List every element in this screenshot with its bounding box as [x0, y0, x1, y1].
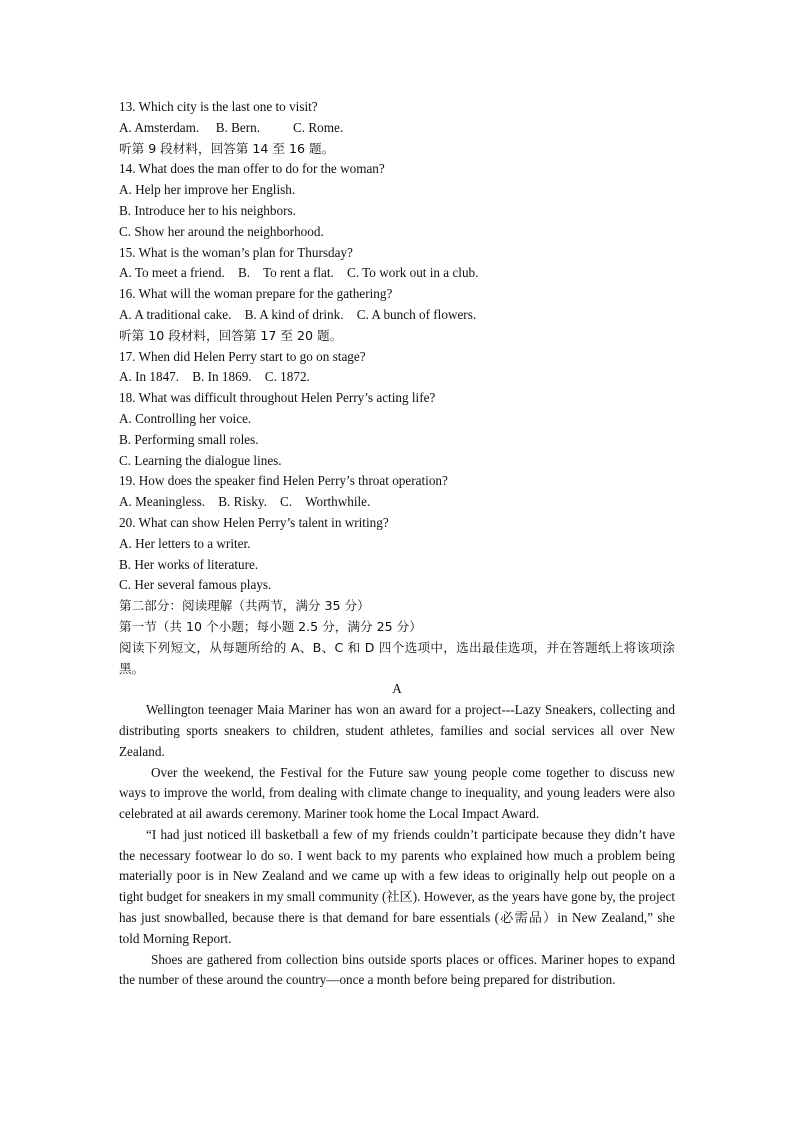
part-two-heading: 第二部分：阅读理解（共两节，满分 35 分） — [119, 598, 370, 614]
section-one-heading: 第一节（共 10 个小题；每小题 2.5 分，满分 25 分） — [119, 618, 422, 634]
option-18c: C. Learning the dialogue lines. — [119, 452, 282, 468]
option-18b: B. Performing small roles. — [119, 431, 259, 447]
passage-paragraph-2: Over the weekend, the Festival for the Future saw young people come together to discuss new ways to improve the world, from dealing with climate change to inequality, and young leaders were also celebrated at ail awards ceremony. Mariner took home the Local Impact Award. — [119, 764, 675, 822]
options-19: A. Meaningless. B. Risky. C. Worthwhile. — [119, 494, 371, 510]
options-13: A. Amsterdam. B. Bern. C. Rome. — [119, 119, 344, 135]
question-17: 17. When did Helen Perry start to go on stage? — [119, 348, 366, 364]
option-18a: A. Controlling her voice. — [119, 410, 252, 426]
question-19: 19. How does the speaker find Helen Perry’s throat operation? — [119, 473, 448, 489]
option-14b: B. Introduce her to his neighbors. — [119, 202, 296, 218]
question-16: 16. What will the woman prepare for the gathering? — [119, 286, 393, 302]
options-16: A. A traditional cake. B. A kind of drink. C. A bunch of flowers. — [119, 306, 477, 322]
option-20b: B. Her works of literature. — [119, 556, 259, 572]
section-instruction-9: 听第 9 段材料，回答第 14 至 16 题。 — [119, 140, 335, 156]
exam-page — [119, 97, 675, 991]
section-instruction-10: 听第 10 段材料，回答第 17 至 20 题。 — [119, 327, 343, 343]
question-20: 20. What can show Helen Perry’s talent in writing? — [119, 514, 389, 530]
question-13: 13. Which city is the last one to visit? — [119, 99, 318, 114]
passage-paragraph-4: Shoes are gathered from collection bins outside sports places or offices. Mariner hopes to expand the number of these around the country—once a month before being prepared for distribution. — [119, 951, 675, 988]
option-14a: A. Help her improve her English. — [119, 182, 296, 198]
passage-paragraph-1: Wellington teenager Maia Mariner has won an award for a project---Lazy Sneakers, collecting and distributing sports sneakers to children, student athletes, families and social services all over New Zealand. — [119, 702, 675, 759]
option-14c: C. Show her around the neighborhood. — [119, 223, 324, 239]
passage-paragraph-3: “I had just noticed ill basketball a few of my friends couldn’t participate because they didn’t have the necessary footwear lo do so. I went back to my parents who explained how much a problem being materially poor is in New Zealand and we came up with a few ideas to originally help out people on a tight budget for sneakers in my small community (社区). However, as the years have gone by, the project has just snowballed, because there is that demand for bare essentials (必需品）in New Zealand,” she told Morning Report. — [119, 826, 676, 946]
option-20c: C. Her several famous plays. — [119, 577, 272, 593]
reading-instructions: 阅读下列短文，从每题所给的 A、B、C 和 D 四个选项中，选出最佳选项，并在答题纸上将该项涂黑。 — [119, 639, 675, 676]
passage-title: A — [392, 681, 402, 697]
options-17: A. In 1847. B. In 1869. C. 1872. — [119, 369, 310, 385]
question-14: 14. What does the man offer to do for the woman? — [119, 161, 385, 177]
options-15: A. To meet a friend. B. To rent a flat. C. To work out in a club. — [119, 265, 479, 281]
question-18: 18. What was difficult throughout Helen Perry’s acting life? — [119, 390, 436, 406]
question-15: 15. What is the woman’s plan for Thursday? — [119, 244, 353, 260]
option-20a: A. Her letters to a writer. — [119, 535, 251, 551]
